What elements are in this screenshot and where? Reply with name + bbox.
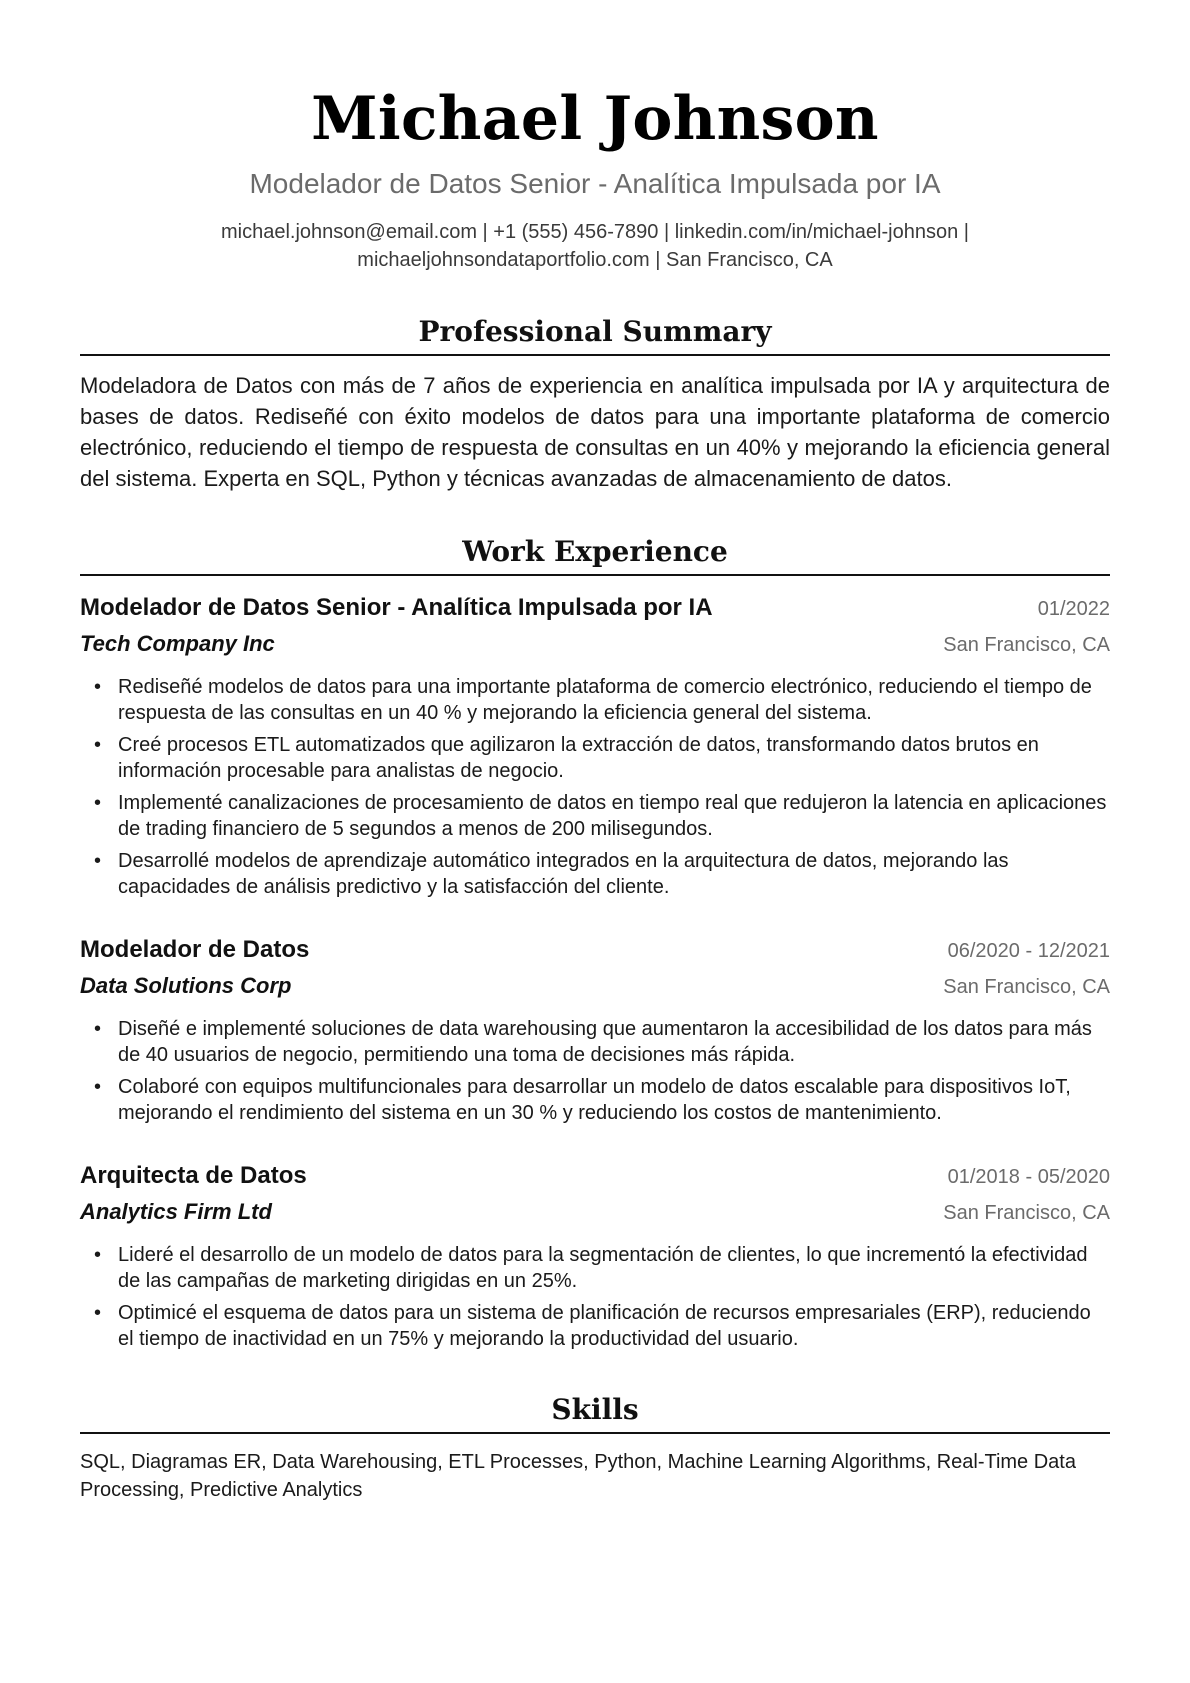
section-title: Work Experience <box>80 534 1110 576</box>
contact-line: michaeljohnsondataportfolio.com | San Francisco, CA <box>357 249 833 271</box>
bullet-item <box>80 1242 1110 1294</box>
job-bullets <box>80 1016 1110 1126</box>
job-dates: 06/2020 - 12/2021 <box>947 940 1110 962</box>
bullet-icon: • <box>94 1244 102 1266</box>
job-location: San Francisco, CA <box>943 1202 1110 1224</box>
company-name: Analytics Firm Ltd <box>80 1199 272 1224</box>
job-header-row <box>80 1158 1110 1195</box>
bullet-item <box>80 790 1110 842</box>
job-company-row <box>80 1195 1110 1230</box>
bullet-text: Lideré el desarrollo de un modelo de datos para la segmentación de clientes, lo que incrementó la efectividad de las campañas de marketing dirigidas en un 25%. <box>118 1244 1088 1292</box>
bullet-text: Creé procesos ETL automatizados que agilizaron la extracción de datos, transformando datos brutos en información procesable para analistas de negocio. <box>118 734 1039 782</box>
bullet-icon: • <box>94 1076 102 1098</box>
job-bullets <box>80 1242 1110 1352</box>
job-entry <box>80 1158 1110 1352</box>
job-title: Modelador de Datos Senior - Analítica Impulsada por IA <box>80 594 713 621</box>
experience-section <box>80 534 1110 1352</box>
bullet-item <box>80 1300 1110 1352</box>
job-company-row <box>80 969 1110 1004</box>
job-dates: 01/2022 <box>1037 598 1110 620</box>
summary-section <box>80 314 1110 494</box>
job-location: San Francisco, CA <box>943 634 1110 656</box>
job-bullets <box>80 674 1110 900</box>
job-title: Arquitecta de Datos <box>80 1162 307 1189</box>
bullet-item <box>80 848 1110 900</box>
bullet-icon: • <box>94 1018 102 1040</box>
bullet-text: Optimicé el esquema de datos para un sistema de planificación de recursos empresariales (ERP), reduciendo el tiempo de inactividad en un 75% y mejorando la productividad del usuario. <box>118 1302 1091 1350</box>
section-title: Skills <box>80 1392 1110 1434</box>
bullet-item <box>80 674 1110 726</box>
company-name: Data Solutions Corp <box>80 973 292 998</box>
bullet-item <box>80 732 1110 784</box>
contact-line: michael.johnson@email.com | +1 (555) 456-7890 | linkedin.com/in/michael-johnson | <box>221 221 969 243</box>
skills-section <box>80 1392 1110 1504</box>
company-name: Tech Company Inc <box>80 631 275 656</box>
section-title: Professional Summary <box>80 314 1110 356</box>
job-dates: 01/2018 - 05/2020 <box>947 1166 1110 1188</box>
bullet-icon: • <box>94 734 102 756</box>
job-location: San Francisco, CA <box>943 976 1110 998</box>
bullet-text: Rediseñé modelos de datos para una importante plataforma de comercio electrónico, reduciendo el tiempo de respuesta de las consultas en un 40 % y mejorando la eficiencia general del sistema. <box>118 676 1092 724</box>
skills-text: SQL, Diagramas ER, Data Warehousing, ETL Processes, Python, Machine Learning Algorithms, Real-Time Data Processing, Predictive Analytics <box>80 1451 1076 1501</box>
resume-header <box>80 84 1110 274</box>
contact-info <box>155 218 1035 274</box>
job-entry <box>80 590 1110 900</box>
job-company-row <box>80 627 1110 662</box>
candidate-name: Michael Johnson <box>311 84 879 154</box>
bullet-text: Implementé canalizaciones de procesamiento de datos en tiempo real que redujeron la latencia en aplicaciones de trading financiero de 5 segundos a menos de 200 milisegundos. <box>118 792 1107 840</box>
job-header-row <box>80 932 1110 969</box>
bullet-text: Colaboré con equipos multifuncionales para desarrollar un modelo de datos escalable para dispositivos IoT, mejorando el rendimiento del sistema en un 30 % y reduciendo los costos de mantenimiento. <box>118 1076 1071 1124</box>
job-entry <box>80 932 1110 1126</box>
candidate-headline: Modelador de Datos Senior - Analítica Impulsada por IA <box>249 168 941 199</box>
bullet-item <box>80 1074 1110 1126</box>
summary-text: Modeladora de Datos con más de 7 años de experiencia en analítica impulsada por IA y arquitectura de bases de datos. Rediseñé con éxito modelos de datos para una importante plataforma de comercio electrónico, reduciendo el tiempo de respuesta de consultas en un 40% y mejorando la eficiencia general del sistema. Experta en SQL, Python y técnicas avanzadas de almacenamiento de datos. <box>80 373 1110 491</box>
bullet-text: Diseñé e implementé soluciones de data warehousing que aumentaron la accesibilidad de los datos para más de 40 usuarios de negocio, permitiendo una toma de decisiones más rápida. <box>118 1018 1092 1066</box>
bullet-icon: • <box>94 850 102 872</box>
bullet-icon: • <box>94 1302 102 1324</box>
job-title: Modelador de Datos <box>80 936 310 963</box>
bullet-text: Desarrollé modelos de aprendizaje automático integrados en la arquitectura de datos, mejorando las capacidades de análisis predictivo y la satisfacción del cliente. <box>118 850 1009 898</box>
bullet-icon: • <box>94 792 102 814</box>
job-header-row <box>80 590 1110 627</box>
bullet-item <box>80 1016 1110 1068</box>
bullet-icon: • <box>94 676 102 698</box>
